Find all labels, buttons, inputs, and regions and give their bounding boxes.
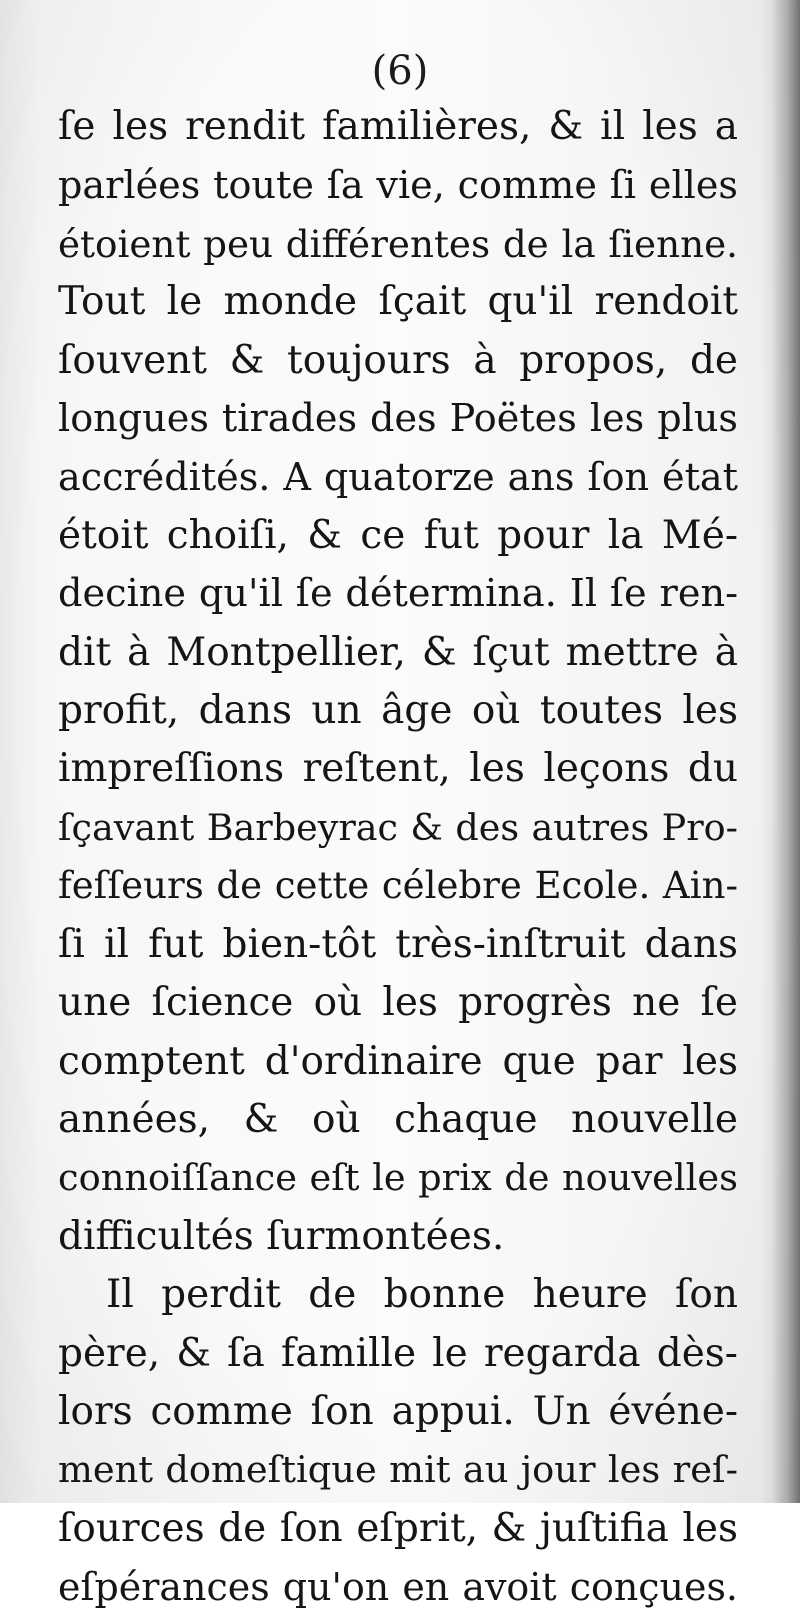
text-line: ſe les rendit familières, & il les a <box>58 104 738 149</box>
text-line: impreſſions reſtent, les leçons du <box>58 746 738 792</box>
text-line: comptent d'ordinaire que par les <box>58 1038 738 1084</box>
text-line: étoient peu différentes de la ſienne. <box>58 221 738 266</box>
text-line: ment domeſtique mit au jour les reſ- <box>58 1448 738 1492</box>
text-line: père, & ſa famille le regarda dès- <box>58 1330 738 1376</box>
page-number: (6) <box>371 48 429 94</box>
text-line: ſources de ſon eſprit, & juſtifia les <box>58 1505 738 1551</box>
text-line: decine qu'il ſe détermina. Il ſe ren- <box>58 572 738 617</box>
page-edge-shadow <box>772 0 800 1503</box>
text-line: une ſcience où les progrès ne ſe <box>58 980 738 1026</box>
text-line: étoit choiſi, & ce fut pour la Mé- <box>58 512 738 558</box>
body-text <box>58 98 738 1617</box>
paragraph-1 <box>58 98 738 1266</box>
text-line: longues tirades des Poëtes les plus <box>58 397 738 442</box>
text-line: accrédités. A quatorze ans ſon état <box>58 455 738 500</box>
text-line: dit à Montpellier, & ſçut mettre à <box>58 629 738 675</box>
text-line: profit, dans un âge où toutes les <box>58 688 738 734</box>
text-line: lors comme ſon appui. Un événe- <box>58 1388 738 1434</box>
text-line: Il perdit de bonne heure ſon <box>106 1272 738 1318</box>
text-line: Tout le monde ſçait qu'il rendoit <box>58 279 738 325</box>
text-line: parlées toute ſa vie, comme ſi elles <box>58 163 738 208</box>
text-line: feſſeurs de cette célebre Ecole. Ain- <box>58 864 738 908</box>
text-line: ſçavant Barbeyrac & des autres Pro- <box>58 805 738 849</box>
text-line: ſouvent & toujours à propos, de <box>58 337 738 383</box>
text-line: connoiſſance eſt le prix de nouvelles <box>58 1156 738 1200</box>
text-line: eſpérances qu'on en avoit conçues. <box>58 1565 738 1610</box>
text-line: difficultés ſurmontées. <box>58 1213 505 1259</box>
text-line: années, & où chaque nouvelle <box>58 1096 738 1142</box>
paragraph-2 <box>58 1266 738 1616</box>
text-line: ſi il fut bien-tôt très-inſtruit dans <box>58 921 738 967</box>
